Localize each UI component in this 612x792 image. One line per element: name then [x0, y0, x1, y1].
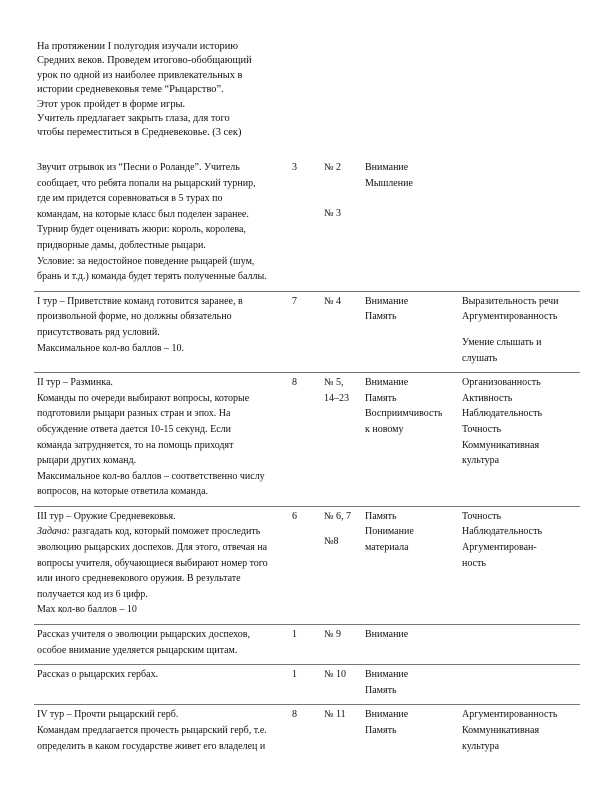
- table-row: [34, 625, 580, 665]
- intro-line: урок по одной из наиболее привлекательных в: [37, 69, 243, 81]
- stage-description: I тур – Приветствие команд готовится заранее, в произвольной форме, но должны обязательно присутствовать ряд условий. Максимальное кол-во баллов – 10.: [34, 291, 289, 372]
- table-row: [34, 506, 580, 624]
- stage-description: IV тур – Прочти рыцарский герб. Командам предлагается прочесть рыцарский герб, т.е. определить в каком государстве живет его владелец и: [37, 709, 267, 752]
- stage-skills: [459, 665, 580, 705]
- stage-processes: Внимание Мышление: [362, 158, 459, 291]
- stage-processes: Память Понимание материала: [362, 506, 459, 624]
- stage-task-number: № 5, 14–23: [321, 373, 362, 507]
- intro-line: Этот урок пройдет в форме игры.: [37, 98, 186, 110]
- table-row: [34, 291, 580, 372]
- stage-task-number: № 11: [324, 709, 346, 721]
- table-row: [34, 705, 580, 760]
- stage-time: 8: [292, 709, 297, 721]
- stage-task-number: № 10: [321, 665, 362, 705]
- stage-description: III тур – Оружие Средневековья. Задача: разгадать код, который поможет проследить эволюцию рыцарских доспехов. Для этого, отвечая на вопросы учителя, обучающиеся выбирают номер того или иного средневекового оружия. В результате получается код из 6 цифр. Max кол-во баллов – 10: [34, 506, 289, 624]
- intro-line: На протяжении I полугодия изучали историю: [37, 41, 239, 52]
- table-row: [34, 158, 580, 291]
- stage-skills: Аргументированность Коммуникативная культура: [462, 709, 558, 752]
- stage-description: II тур – Разминка. Команды по очереди выбирают вопросы, которые подготовили рыцари разных стран и эпох. На обсуждение ответа дается 10-15 секунд. Если команда затрудняется, то на помощь приходят рыцари других команд. Максимальное кол-во баллов – соответственно числу вопросов, на которые ответила команда.: [34, 373, 289, 507]
- stage-time: 6: [289, 506, 321, 624]
- stage-time: 1: [289, 665, 321, 705]
- intro-line: Учитель предлагает закрыть глаза, для того: [37, 113, 230, 125]
- stage-time: 3: [289, 158, 321, 291]
- table-row: [34, 373, 580, 507]
- stage-task-number: № 9: [321, 625, 362, 665]
- stage-time: 7: [289, 291, 321, 372]
- stage-processes: Внимание Память: [365, 709, 409, 736]
- stage-processes: Внимание Память: [362, 665, 459, 705]
- stage-time: 8: [289, 373, 321, 507]
- intro-paragraph: [37, 40, 282, 141]
- stage-description: Рассказ учителя о эволюции рыцарских доспехов, особое внимание уделяется рыцарским щитам.: [34, 625, 289, 665]
- stage-task-number: № 4: [321, 291, 362, 372]
- task-label: Задача:: [37, 526, 70, 538]
- stage-skills: Точность Наблюдательность Аргументирован- ность: [459, 506, 580, 624]
- intro-line: истории средневековья теме “Рыцарство”.: [37, 84, 224, 96]
- table-row: [34, 665, 580, 705]
- lesson-plan-table: [34, 158, 580, 760]
- stage-processes: Внимание Память Восприимчивость к новому: [362, 373, 459, 507]
- stage-task-number: № 2 № 3: [321, 158, 362, 291]
- stage-task-number: № 6, 7 №8: [321, 506, 362, 624]
- stage-time: 1: [289, 625, 321, 665]
- intro-line: чтобы переместиться в Средневековье. (3 сек): [37, 127, 242, 139]
- intro-line: Средних веков. Проведем итогово-обобщающий: [37, 55, 252, 67]
- stage-skills: [459, 625, 580, 665]
- stage-skills: Организованность Активность Наблюдательность Точность Коммуникативная культура: [459, 373, 580, 507]
- stage-description: Звучит отрывок из “Песни о Роланде”. Учитель сообщает, что ребята попали на рыцарский турнир, где им придется соревноваться в 5 турах по командам, на которые класс был поделен заранее. Турнир будет оценивать жюри: король, королева, придворные дамы, доблестные рыцари. Условие: за недостойное поведение рыцарей (шум, брань и т.д.) команда будет терять полученные баллы.: [34, 158, 289, 291]
- stage-processes: Внимание Память: [362, 291, 459, 372]
- stage-processes: Внимание: [362, 625, 459, 665]
- stage-description: Рассказ о рыцарских гербах.: [34, 665, 289, 705]
- stage-skills: [459, 158, 580, 291]
- stage-skills: Выразительность речи Аргументированность Умение слышать и слушать: [459, 291, 580, 372]
